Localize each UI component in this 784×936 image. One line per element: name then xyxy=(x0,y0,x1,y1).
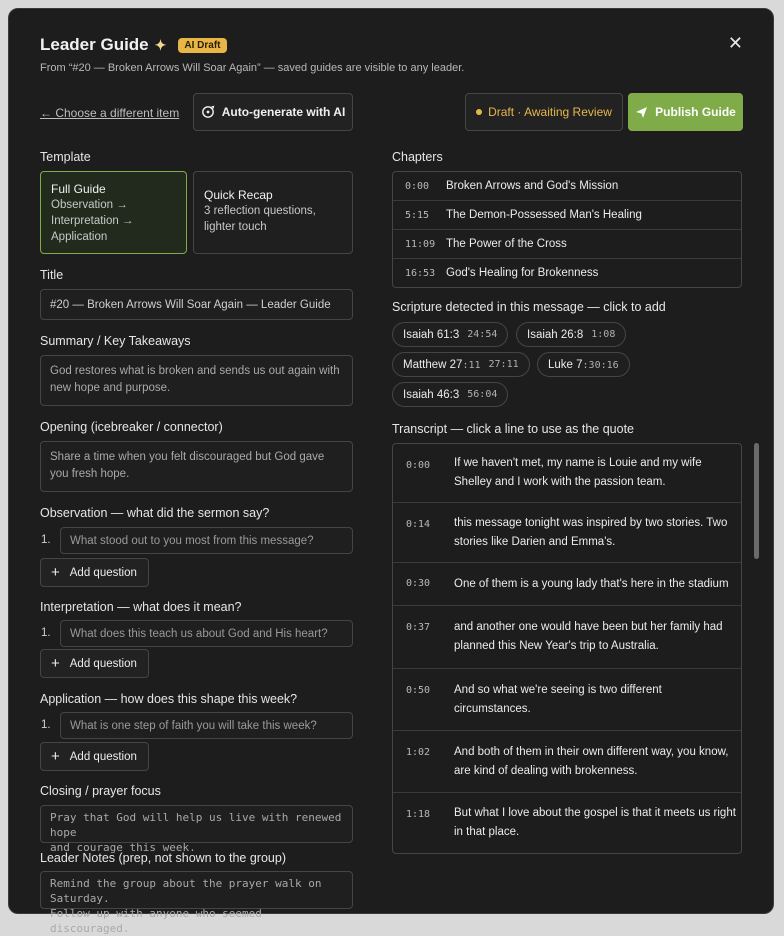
chapter-title: The Power of the Cross xyxy=(446,238,567,250)
transcript-line[interactable] xyxy=(393,563,741,606)
dialog-title xyxy=(40,35,227,55)
opening-line: you fresh hope. xyxy=(50,468,130,480)
question-number: 1. xyxy=(41,534,51,546)
publish-label: Publish Guide xyxy=(655,105,736,119)
title-input[interactable]: #20 — Broken Arrows Will Soar Again — Leader Guide xyxy=(40,289,353,320)
scripture-ref: Isaiah 61:3 xyxy=(403,328,460,341)
scripture-pill[interactable] xyxy=(516,322,626,347)
chapter-title: The Demon-Possessed Man's Healing xyxy=(446,209,642,221)
scripture-time: 27:11 xyxy=(488,359,519,370)
scripture-pill[interactable] xyxy=(537,352,630,377)
transcript-text: this message tonight was inspired by two stories. Two stories like Darien and Emma's. xyxy=(454,516,728,548)
plus-icon: + xyxy=(51,655,60,672)
template-title: Quick Recap xyxy=(204,188,273,202)
transcript-time: 0:00 xyxy=(406,460,431,471)
template-quick-recap[interactable] xyxy=(193,171,353,254)
template-line: 3 reflection questions, xyxy=(204,205,316,217)
dialog-subtitle: From “#20 — Broken Arrows Will Soar Again” — saved guides are visible to any leader. xyxy=(40,62,465,74)
add-question-label: Add question xyxy=(69,750,137,763)
leader-notes-textarea[interactable] xyxy=(40,871,353,935)
interpretation-label: Interpretation — what does it mean? xyxy=(40,600,242,614)
transcript-line[interactable] xyxy=(393,793,741,853)
transcript-text: But what I love about the gospel is that it meets us right in that place. xyxy=(454,807,736,838)
scripture-label: Scripture detected in this message — click to add xyxy=(392,300,666,314)
summary-label: Summary / Key Takeaways xyxy=(40,334,191,348)
application-question-input[interactable]: What is one step of faith you will take this week? xyxy=(60,712,353,739)
template-label: Template xyxy=(40,150,91,164)
scripture-time: 56:04 xyxy=(467,389,498,400)
transcript-list xyxy=(392,443,742,854)
plus-icon: + xyxy=(51,564,60,581)
transcript-line[interactable] xyxy=(393,606,741,669)
transcript-line[interactable] xyxy=(393,444,741,503)
summary-line: new hope and purpose. xyxy=(50,382,171,394)
choose-different-item-link[interactable]: ← Choose a different item xyxy=(40,106,180,120)
closing-label: Closing / prayer focus xyxy=(40,784,161,798)
chapter-time: 11:09 xyxy=(405,238,436,250)
question-number: 1. xyxy=(41,627,51,639)
publish-guide-button[interactable] xyxy=(628,93,743,131)
template-title: Full Guide xyxy=(51,182,106,196)
template-line: Application xyxy=(51,231,108,243)
transcript-line[interactable] xyxy=(393,731,741,793)
transcript-time: 0:37 xyxy=(406,622,431,633)
interpretation-question-input[interactable]: What does this teach us about God and His heart? xyxy=(60,620,353,647)
transcript-text: One of them is a young lady that's here in the stadium xyxy=(454,577,729,590)
plus-icon: + xyxy=(51,748,60,765)
chapter-title: God's Healing for Brokenness xyxy=(446,267,599,279)
observation-label: Observation — what did the sermon say? xyxy=(40,506,270,520)
chapters-list xyxy=(392,171,742,288)
add-question-label: Add question xyxy=(69,657,137,670)
observation-question-input[interactable]: What stood out to you most from this message? xyxy=(60,527,353,554)
transcript-time: 1:18 xyxy=(406,809,431,820)
notes-line: Remind the group about the prayer walk on Saturday. xyxy=(50,877,322,905)
scripture-verse: :11 xyxy=(462,359,481,371)
chapter-row[interactable] xyxy=(393,230,741,259)
scripture-ref: Isaiah 46:3 xyxy=(403,388,460,401)
transcript-time: 0:50 xyxy=(406,685,431,696)
status-dot-icon xyxy=(476,109,482,115)
opening-line: Share a time when you felt discouraged but God gave xyxy=(50,451,325,463)
title-label: Title xyxy=(40,268,64,282)
opening-textarea[interactable] xyxy=(40,441,353,492)
leader-notes-label: Leader Notes (prep, not shown to the group) xyxy=(40,851,286,865)
status-badge[interactable] xyxy=(465,93,623,131)
closing-line: Pray that God will help us live with renewed hope xyxy=(50,811,342,839)
scripture-pill[interactable] xyxy=(392,352,530,377)
chapter-row[interactable] xyxy=(393,259,741,287)
title-text: Leader Guide xyxy=(40,35,149,54)
scripture-ref: Isaiah 26:8 xyxy=(527,328,584,341)
add-interpretation-question-button[interactable] xyxy=(40,649,149,678)
closing-textarea[interactable] xyxy=(40,805,353,854)
template-line: lighter touch xyxy=(204,221,267,233)
scripture-time: 24:54 xyxy=(467,329,498,340)
scripture-time: 1:08 xyxy=(591,329,616,340)
status-label: Draft · Awaiting Review xyxy=(488,105,612,119)
chapter-time: 5:15 xyxy=(405,209,430,221)
opening-label: Opening (icebreaker / connector) xyxy=(40,420,223,434)
transcript-text: and another one would have been but her family had planned this New Year's trip to Australia. xyxy=(454,621,723,652)
scripture-book: Luke 7 xyxy=(548,358,583,371)
transcript-text: And both of them in their own different way, you know, are kind of dealing with brokenness. xyxy=(454,745,729,777)
chapter-time: 16:53 xyxy=(405,267,436,279)
scripture-book: Matthew 27 xyxy=(403,358,463,371)
question-number: 1. xyxy=(41,719,51,731)
chapters-label: Chapters xyxy=(392,150,443,164)
chapter-row[interactable] xyxy=(393,201,741,230)
notes-line: Follow up with anyone who seemed discouraged. xyxy=(50,907,262,935)
auto-generate-label: Auto-generate with AI xyxy=(221,105,346,119)
chapter-title: Broken Arrows and God's Mission xyxy=(446,180,619,192)
transcript-line[interactable] xyxy=(393,669,741,731)
summary-line: God restores what is broken and sends us out again with xyxy=(50,365,340,377)
leader-guide-dialog xyxy=(8,8,774,935)
template-line: Observation → xyxy=(51,199,128,211)
closing-line: and courage this week. xyxy=(50,841,196,854)
application-label: Application — how does this shape this week? xyxy=(40,692,298,706)
sparkle-refresh-icon xyxy=(201,105,215,119)
chapter-row[interactable] xyxy=(393,172,741,201)
template-line: Interpretation → xyxy=(51,215,134,227)
scripture-verse: :30:16 xyxy=(582,359,619,371)
send-icon xyxy=(635,106,648,119)
ai-draft-badge: AI Draft xyxy=(178,38,226,53)
transcript-label: Transcript — click a line to use as the quote xyxy=(392,422,635,436)
add-application-question-button[interactable] xyxy=(40,742,149,771)
sparkle-icon: ✦ xyxy=(154,36,167,53)
transcript-text: And so what we're seeing is two different circumstances. xyxy=(454,683,662,715)
transcript-time: 0:14 xyxy=(406,519,431,530)
transcript-time: 1:02 xyxy=(406,747,431,758)
transcript-text: If we haven't met, my name is Louie and my wife Shelley and I work with the passion team. xyxy=(454,457,702,488)
add-observation-question-button[interactable] xyxy=(40,558,149,587)
scripture-pill[interactable] xyxy=(392,382,508,407)
add-question-label: Add question xyxy=(69,566,137,579)
chapter-time: 0:00 xyxy=(405,180,430,192)
transcript-scrollbar[interactable] xyxy=(754,443,759,559)
scripture-pill[interactable] xyxy=(392,322,508,347)
close-icon[interactable]: ✕ xyxy=(727,33,743,53)
transcript-time: 0:30 xyxy=(406,578,431,589)
template-full-guide[interactable] xyxy=(40,171,187,254)
auto-generate-button[interactable] xyxy=(193,93,353,131)
summary-textarea[interactable] xyxy=(40,355,353,406)
transcript-line[interactable] xyxy=(393,503,741,563)
